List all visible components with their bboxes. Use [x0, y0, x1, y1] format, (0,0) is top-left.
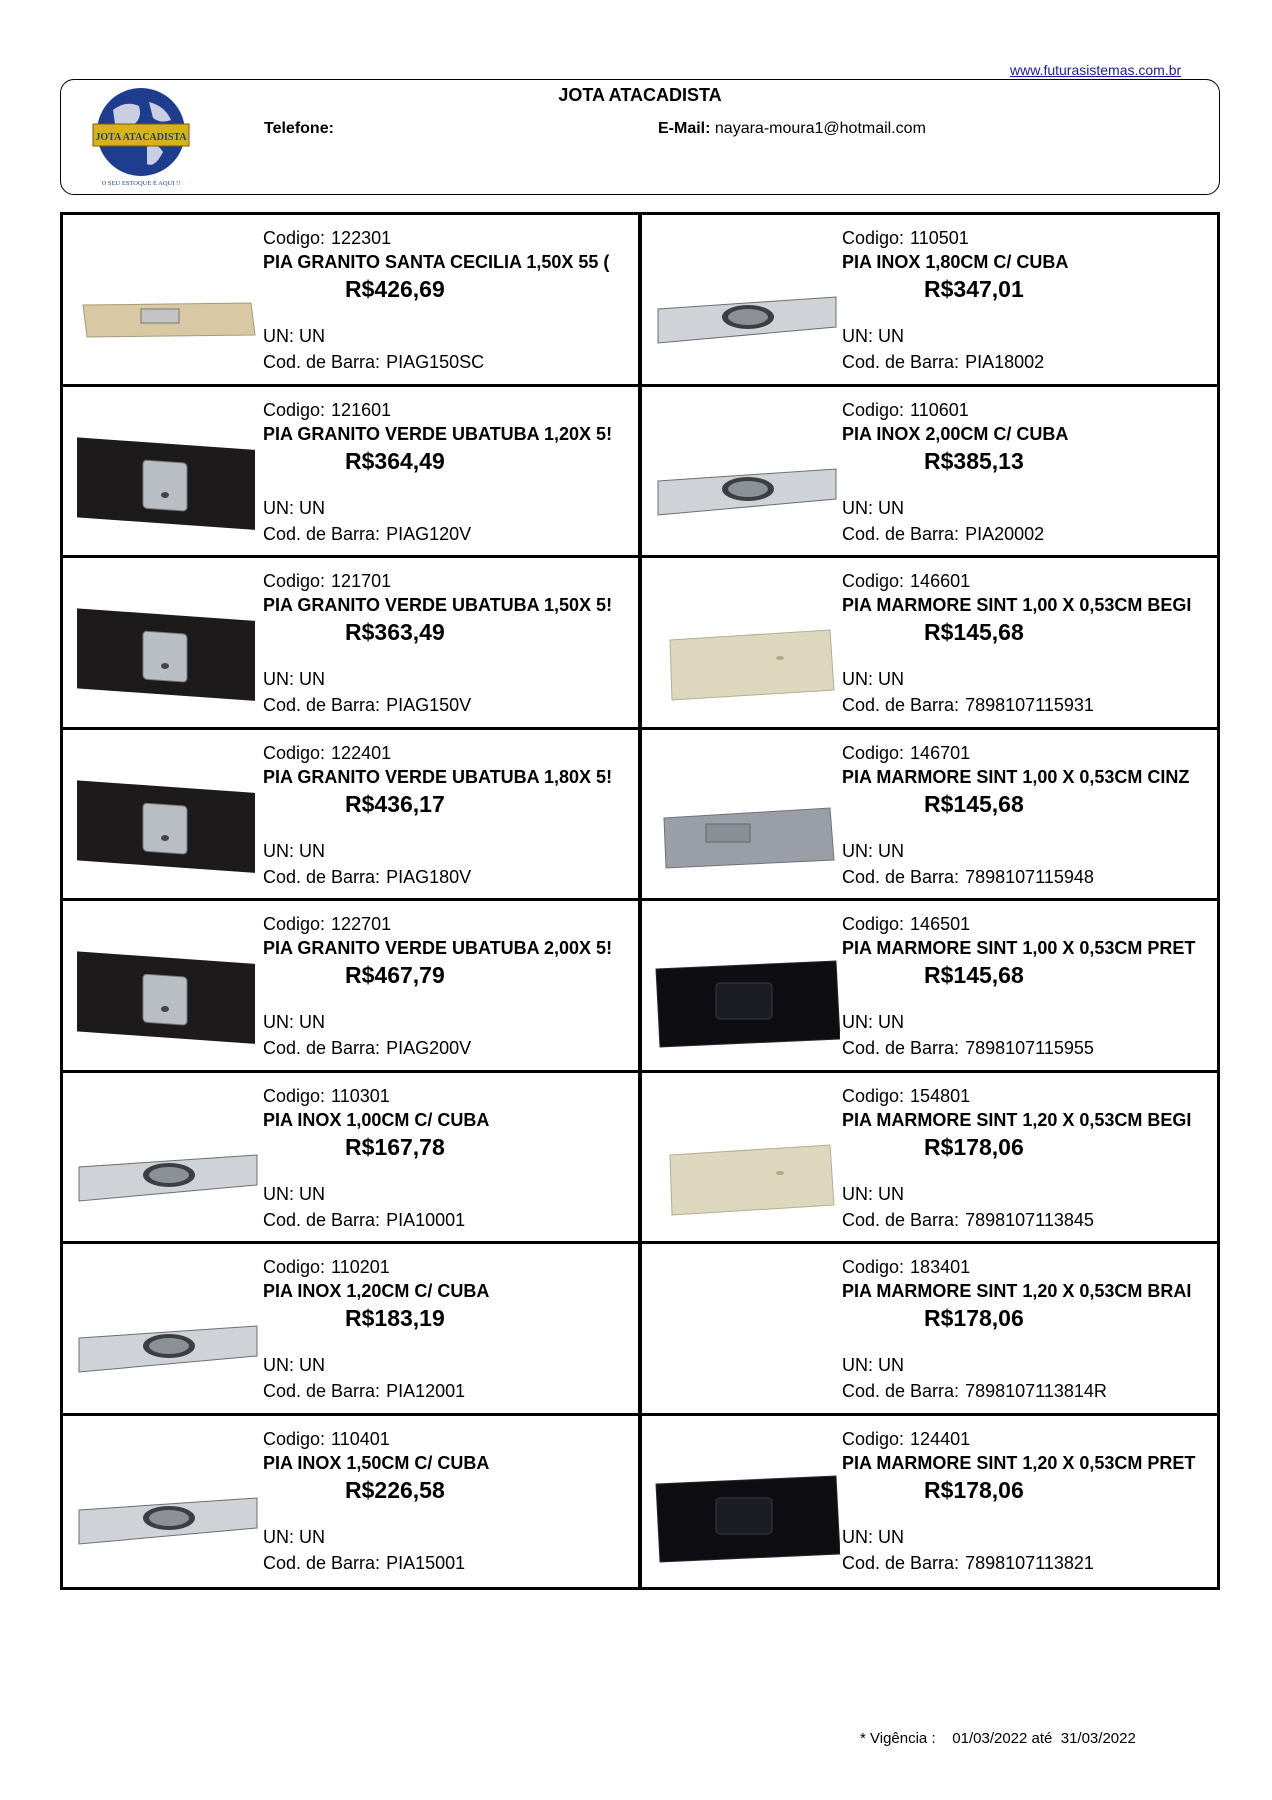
product-code-line	[263, 227, 638, 249]
product-barcode-line	[263, 866, 638, 888]
product-price: R$226,58	[345, 1476, 445, 1503]
product-description: PIA INOX 1,50CM C/ CUBA	[263, 1452, 490, 1473]
product-image	[650, 768, 840, 878]
product-code-line	[842, 1085, 1217, 1107]
product-unit-line	[842, 1011, 1217, 1033]
unit-label: UN:	[263, 1012, 294, 1032]
product-info	[842, 570, 1217, 716]
code-label: Codigo:	[842, 1257, 905, 1277]
product-price: R$145,68	[924, 619, 1024, 645]
product-barcode-line	[263, 694, 638, 716]
product-image	[650, 1111, 840, 1221]
product-description: PIA GRANITO VERDE UBATUBA 1,80X 5!	[263, 766, 613, 787]
product-description: PIA MARMORE SINT 1,20 X 0,53CM BEGI	[842, 1109, 1192, 1130]
product-barcode: PIAG150V	[386, 695, 472, 715]
product-card[interactable]	[63, 1416, 640, 1588]
product-description: PIA INOX 1,20CM C/ CUBA	[263, 1281, 490, 1301]
product-info	[263, 1085, 638, 1231]
product-card[interactable]	[640, 901, 1217, 1073]
validity-label: * Vigência :	[860, 1730, 936, 1747]
product-unit: UN	[878, 1355, 905, 1375]
barcode-label: Cod. de Barra:	[842, 1038, 960, 1058]
product-barcode-line	[842, 866, 1217, 888]
product-info	[263, 913, 638, 1059]
email-label: E-Mail:	[658, 120, 711, 137]
product-unit: UN	[299, 669, 326, 689]
product-code-line	[263, 1085, 638, 1107]
product-price: R$145,68	[924, 790, 1024, 817]
product-info	[842, 1256, 1217, 1402]
product-card[interactable]	[63, 730, 640, 902]
product-card[interactable]	[640, 1073, 1217, 1245]
email-line	[658, 120, 926, 138]
validity-sep: até	[1031, 1730, 1053, 1747]
product-barcode: 7898107113845	[965, 1209, 1094, 1230]
product-description: PIA GRANITO VERDE UBATUBA 1,50X 5!	[263, 595, 613, 615]
product-image	[650, 596, 840, 706]
product-description: PIA MARMORE SINT 1,00 X 0,53CM BEGI	[842, 595, 1192, 615]
product-card[interactable]	[63, 215, 640, 387]
product-barcode-line	[263, 351, 638, 373]
unit-label: UN:	[842, 1012, 873, 1032]
product-card[interactable]	[63, 901, 640, 1073]
product-barcode: PIAG200V	[386, 1038, 472, 1058]
code-label: Codigo:	[842, 914, 905, 934]
product-description: PIA GRANITO VERDE UBATUBA 1,20X 5!	[263, 423, 613, 444]
product-card[interactable]	[640, 730, 1217, 902]
product-info	[263, 570, 638, 716]
product-card[interactable]	[640, 1244, 1217, 1416]
product-unit: UN	[299, 1183, 326, 1204]
unit-label: UN:	[263, 497, 294, 518]
product-unit: UN	[878, 326, 905, 346]
product-unit-line	[263, 1526, 638, 1548]
product-price: R$178,06	[924, 1476, 1024, 1503]
product-code: 110601	[910, 399, 969, 420]
product-barcode: PIA15001	[386, 1552, 466, 1573]
barcode-label: Cod. de Barra:	[842, 1552, 960, 1573]
product-code-line	[263, 1428, 638, 1450]
product-code-line	[263, 399, 638, 421]
product-code-line	[263, 1256, 638, 1278]
code-label: Codigo:	[263, 399, 326, 420]
svg-text:JOTA ATACADISTA: JOTA ATACADISTA	[95, 132, 187, 143]
site-link[interactable]: www.futurasistemas.com.br	[1010, 62, 1182, 78]
product-unit: UN	[878, 669, 905, 689]
product-barcode: PIAG120V	[386, 523, 472, 544]
product-code: 122701	[331, 914, 392, 934]
store-name: JOTA ATACADISTA	[558, 85, 722, 105]
product-image	[71, 939, 261, 1049]
product-unit-line	[842, 1354, 1217, 1376]
product-description: PIA INOX 1,00CM C/ CUBA	[263, 1109, 490, 1130]
barcode-label: Cod. de Barra:	[263, 866, 381, 887]
svg-text:O SEU ESTOQUE É AQUI !!: O SEU ESTOQUE É AQUI !!	[101, 180, 181, 187]
product-code: 110501	[910, 228, 969, 248]
product-image	[71, 1282, 261, 1392]
product-description: PIA MARMORE SINT 1,00 X 0,53CM CINZ	[842, 766, 1190, 787]
code-label: Codigo:	[842, 1428, 905, 1449]
product-info	[842, 227, 1217, 373]
product-unit-line	[842, 1526, 1217, 1548]
product-info	[842, 399, 1217, 545]
product-info	[263, 399, 638, 545]
product-description: PIA INOX 1,80CM C/ CUBA	[842, 252, 1069, 272]
product-card[interactable]	[63, 558, 640, 730]
product-barcode: PIA10001	[386, 1209, 466, 1230]
product-unit: UN	[878, 1526, 905, 1547]
code-label: Codigo:	[842, 399, 905, 420]
code-label: Codigo:	[263, 914, 326, 934]
product-barcode-line	[842, 523, 1217, 545]
code-label: Codigo:	[263, 1085, 326, 1106]
product-info	[263, 1428, 638, 1574]
unit-label: UN:	[842, 1355, 873, 1375]
phone-label: Telefone:	[264, 120, 334, 137]
product-price: R$167,78	[345, 1133, 445, 1160]
product-barcode: 7898107115948	[965, 866, 1094, 887]
product-code: 121601	[331, 399, 392, 420]
product-code-line	[263, 742, 638, 764]
product-card[interactable]	[63, 1073, 640, 1245]
product-unit: UN	[878, 1012, 905, 1032]
product-code: 122401	[331, 742, 392, 763]
product-unit-line	[263, 497, 638, 519]
unit-label: UN:	[263, 1183, 294, 1204]
product-unit: UN	[299, 326, 326, 346]
unit-label: UN:	[842, 497, 873, 518]
product-unit: UN	[299, 1355, 326, 1375]
product-code: 110301	[331, 1085, 390, 1106]
product-image	[71, 768, 261, 878]
product-description: PIA MARMORE SINT 1,00 X 0,53CM PRET	[842, 938, 1196, 958]
product-barcode-line	[263, 1552, 638, 1574]
product-image	[71, 596, 261, 706]
product-price: R$347,01	[924, 276, 1024, 302]
product-price: R$183,19	[345, 1305, 445, 1331]
product-barcode: 7898107115955	[965, 1038, 1094, 1058]
barcode-label: Cod. de Barra:	[842, 866, 960, 887]
product-unit: UN	[878, 840, 905, 861]
product-unit-line	[263, 325, 638, 347]
code-label: Codigo:	[842, 228, 905, 248]
product-barcode: PIA20002	[965, 523, 1045, 544]
product-unit-line	[263, 1183, 638, 1205]
barcode-label: Cod. de Barra:	[263, 1038, 381, 1058]
barcode-label: Cod. de Barra:	[263, 695, 381, 715]
product-description: PIA GRANITO SANTA CECILIA 1,50X 55 (	[263, 252, 610, 272]
barcode-label: Cod. de Barra:	[842, 352, 960, 372]
barcode-label: Cod. de Barra:	[263, 523, 381, 544]
barcode-label: Cod. de Barra:	[263, 1552, 381, 1573]
product-info	[263, 742, 638, 888]
unit-label: UN:	[842, 1526, 873, 1547]
product-price: R$178,06	[924, 1133, 1024, 1160]
product-barcode-line	[263, 523, 638, 545]
product-price: R$467,79	[345, 962, 445, 988]
barcode-label: Cod. de Barra:	[842, 1209, 960, 1230]
product-info	[842, 913, 1217, 1059]
product-barcode-line	[842, 1552, 1217, 1574]
product-code: 122301	[331, 228, 392, 248]
product-image	[650, 253, 840, 363]
product-description: PIA MARMORE SINT 1,20 X 0,53CM BRAI	[842, 1281, 1192, 1301]
unit-label: UN:	[842, 669, 873, 689]
unit-label: UN:	[842, 1183, 873, 1204]
product-grid	[60, 212, 1220, 1590]
product-barcode-line	[842, 1380, 1217, 1402]
product-card[interactable]	[63, 387, 640, 559]
product-price: R$178,06	[924, 1305, 1024, 1331]
validity-from: 01/03/2022	[952, 1730, 1028, 1747]
product-barcode: 7898107115931	[965, 695, 1094, 715]
code-label: Codigo:	[842, 571, 905, 591]
product-code-line	[263, 570, 638, 592]
barcode-label: Cod. de Barra:	[842, 695, 960, 715]
product-image	[650, 1454, 840, 1564]
product-image	[71, 253, 261, 363]
product-code: 146501	[910, 914, 971, 934]
product-info	[842, 1085, 1217, 1231]
barcode-label: Cod. de Barra:	[263, 352, 381, 372]
product-barcode-line	[263, 1037, 638, 1059]
product-image	[71, 1111, 261, 1221]
product-unit: UN	[299, 1526, 326, 1547]
product-barcode-line	[842, 694, 1217, 716]
product-code-line	[842, 1256, 1217, 1278]
product-code: 110201	[331, 1257, 390, 1277]
code-label: Codigo:	[842, 1085, 905, 1106]
product-card[interactable]	[640, 215, 1217, 387]
product-code: 154801	[910, 1085, 971, 1106]
product-barcode: 7898107113821	[965, 1552, 1094, 1573]
product-card[interactable]	[640, 387, 1217, 559]
product-description: PIA INOX 2,00CM C/ CUBA	[842, 423, 1069, 444]
unit-label: UN:	[263, 669, 294, 689]
product-code: 183401	[910, 1257, 971, 1277]
product-price: R$363,49	[345, 619, 445, 645]
code-label: Codigo:	[263, 742, 326, 763]
product-price: R$145,68	[924, 962, 1024, 988]
product-info	[842, 1428, 1217, 1574]
product-barcode-line	[842, 351, 1217, 373]
product-price: R$426,69	[345, 276, 445, 302]
barcode-label: Cod. de Barra:	[263, 1381, 381, 1401]
product-code: 146701	[910, 742, 971, 763]
product-code-line	[263, 913, 638, 935]
product-description: PIA MARMORE SINT 1,20 X 0,53CM PRET	[842, 1452, 1196, 1473]
product-barcode: PIA12001	[386, 1381, 466, 1401]
product-unit-line	[842, 840, 1217, 862]
product-image	[650, 939, 840, 1049]
product-code-line	[842, 742, 1217, 764]
product-unit-line	[842, 325, 1217, 347]
code-label: Codigo:	[263, 228, 326, 248]
product-unit-line	[263, 1011, 638, 1033]
product-card[interactable]	[640, 1416, 1217, 1588]
product-code: 146601	[910, 571, 971, 591]
product-unit: UN	[878, 1183, 905, 1204]
product-barcode-line	[263, 1209, 638, 1231]
code-label: Codigo:	[842, 742, 905, 763]
product-unit: UN	[878, 497, 905, 518]
product-unit-line	[842, 1183, 1217, 1205]
unit-label: UN:	[263, 840, 294, 861]
product-barcode-line	[263, 1380, 638, 1402]
product-code: 110401	[331, 1428, 390, 1449]
product-unit-line	[842, 497, 1217, 519]
code-label: Codigo:	[263, 571, 326, 591]
product-price: R$364,49	[345, 447, 445, 474]
store-header	[60, 79, 1220, 195]
unit-label: UN:	[263, 326, 294, 346]
unit-label: UN:	[263, 1355, 294, 1375]
product-info	[263, 1256, 638, 1402]
product-price: R$385,13	[924, 447, 1024, 474]
barcode-label: Cod. de Barra:	[842, 1381, 960, 1401]
code-label: Codigo:	[263, 1428, 326, 1449]
email-value: nayara-moura1@hotmail.com	[714, 120, 926, 137]
product-image	[650, 1282, 840, 1392]
product-card[interactable]	[63, 1244, 640, 1416]
product-image	[71, 425, 261, 535]
product-barcode: PIA18002	[965, 352, 1045, 372]
unit-label: UN:	[842, 840, 873, 861]
product-image	[650, 425, 840, 535]
product-barcode: PIAG150SC	[386, 352, 485, 372]
product-info	[842, 742, 1217, 888]
product-barcode: PIAG180V	[386, 866, 472, 887]
product-unit-line	[263, 668, 638, 690]
code-label: Codigo:	[263, 1257, 326, 1277]
validity-to: 31/03/2022	[1060, 1730, 1136, 1747]
product-card[interactable]	[640, 558, 1217, 730]
unit-label: UN:	[842, 326, 873, 346]
product-code-line	[842, 570, 1217, 592]
product-code-line	[842, 913, 1217, 935]
product-info	[263, 227, 638, 373]
product-unit: UN	[299, 1012, 326, 1032]
product-unit-line	[263, 840, 638, 862]
product-barcode-line	[842, 1037, 1217, 1059]
product-code: 121701	[331, 571, 392, 591]
product-code-line	[842, 1428, 1217, 1450]
product-unit: UN	[299, 840, 326, 861]
product-unit-line	[842, 668, 1217, 690]
product-code: 124401	[910, 1428, 971, 1449]
product-price: R$436,17	[345, 790, 445, 817]
product-code-line	[842, 399, 1217, 421]
product-unit: UN	[299, 497, 326, 518]
product-barcode: 7898107113814R	[965, 1381, 1107, 1401]
product-unit-line	[263, 1354, 638, 1376]
product-image	[71, 1454, 261, 1564]
product-description: PIA GRANITO VERDE UBATUBA 2,00X 5!	[263, 938, 613, 958]
barcode-label: Cod. de Barra:	[263, 1209, 381, 1230]
product-barcode-line	[842, 1209, 1217, 1231]
validity-period	[860, 1730, 1136, 1747]
barcode-label: Cod. de Barra:	[842, 523, 960, 544]
product-code-line	[842, 227, 1217, 249]
unit-label: UN:	[263, 1526, 294, 1547]
